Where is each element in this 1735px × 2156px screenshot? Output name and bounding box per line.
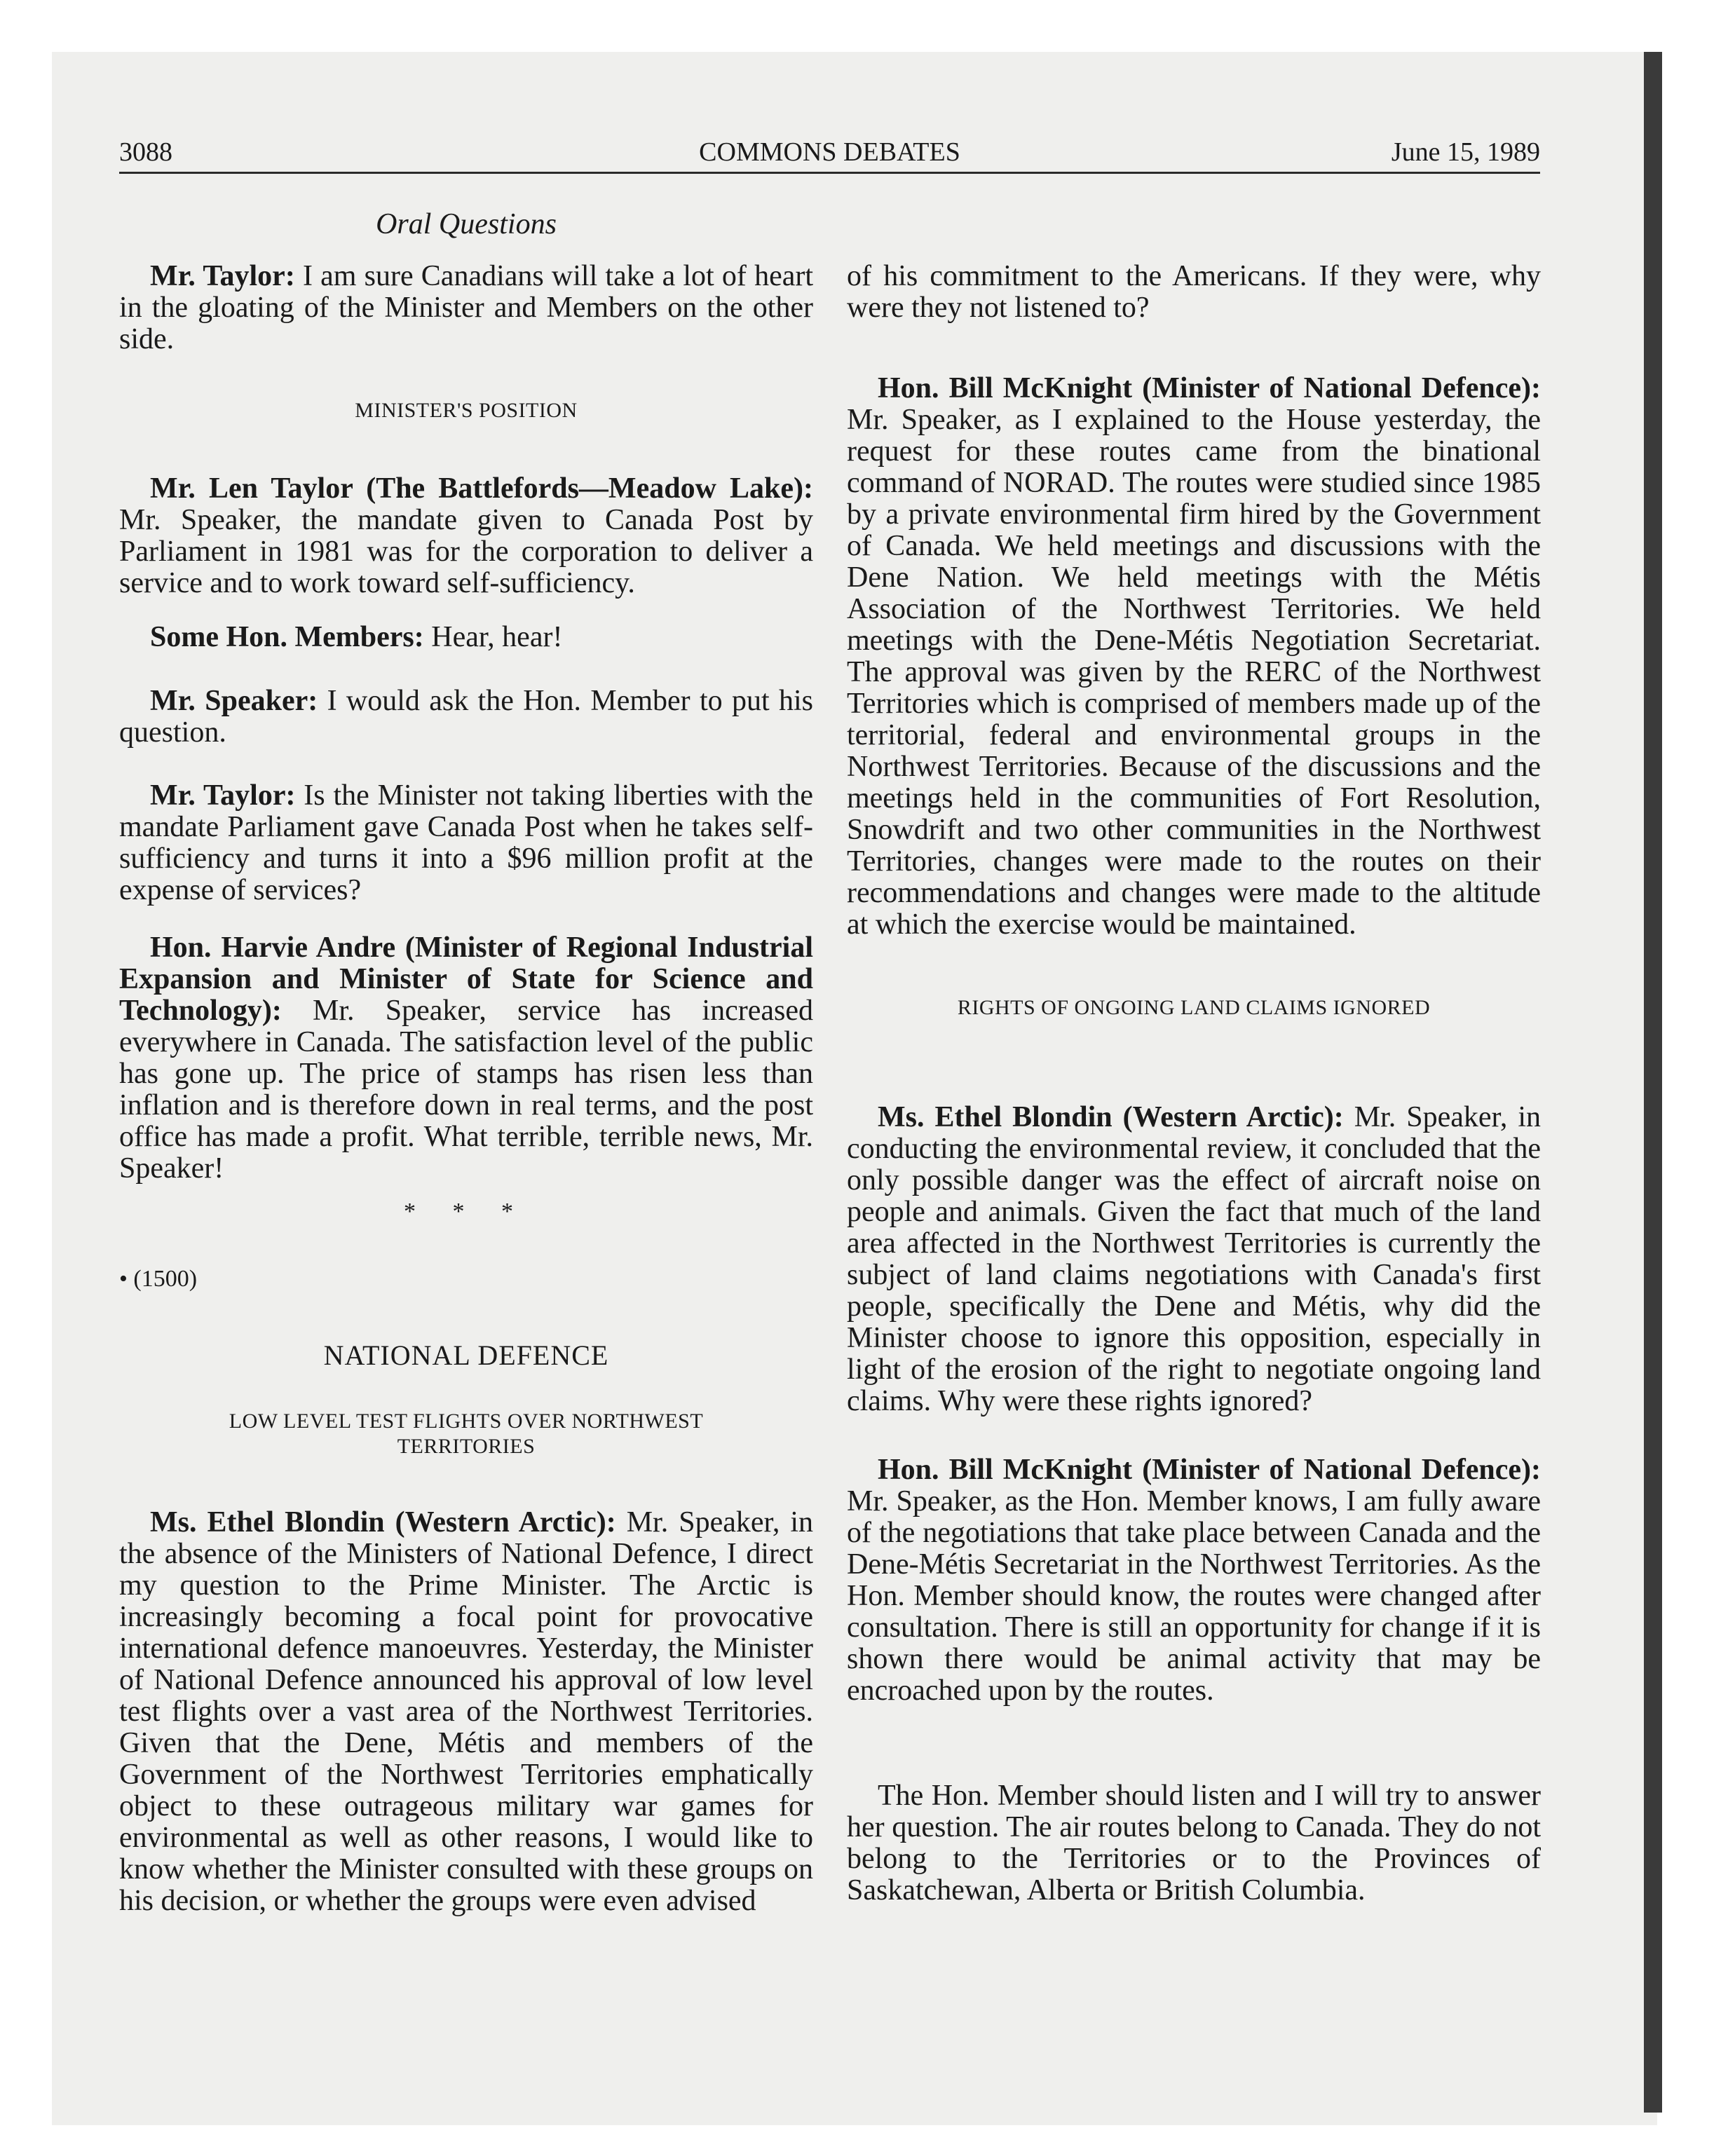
paragraph: [119, 622, 813, 653]
paragraph: [119, 261, 813, 355]
paragraph: [847, 1454, 1541, 1707]
speech-text: I am sure Canadians will take a lot of heart in the gloating of the Minister and Members on the other side.: [119, 260, 814, 355]
subheading: RIGHTS OF ONGOING LAND CLAIMS IGNORED: [957, 996, 1431, 1019]
speech-text: Hear, hear!: [423, 621, 563, 653]
paragraph: [119, 932, 813, 1185]
page-number: 3088: [119, 137, 172, 167]
section-title: NATIONAL DEFENCE: [323, 1339, 609, 1371]
speaker-name: Hon. Bill McKnight (Minister of National Defence):: [878, 372, 1541, 404]
speaker-name: Mr. Len Taylor (The Battlefords—Meadow Lake):: [150, 472, 813, 505]
speech-text: I would ask the Hon. Member to put his question.: [119, 685, 813, 749]
speech-text: Mr. Speaker, service has increased everywhere in Canada. The satisfaction level of the public has gone up. The price of stamps has risen less than inflation and is therefore down in real terms, and the post office has made a profit. What terrible, terrible news, Mr. Speaker!: [119, 995, 813, 1185]
scan-edge-bar: [1644, 52, 1662, 2113]
speaker-name: Some Hon. Members:: [150, 621, 424, 653]
paragraph: [847, 1102, 1541, 1417]
speech-text: Mr. Speaker, in the absence of the Ministers of National Defence, I direct my question to the Prime Minister. The Arctic is increasingly becoming a focal point for provocative international defence manoeuvres. Yesterday, the Minister of National Defence announced his approval of low level test flights over a vast area of the Northwest Territories. Given that the Dene, Métis and members of the Government of the Northwest Territories emphatically object to these outrageous military war games for environmental as well as other reasons, I would like to know whether the Minister consulted with these groups on his decision, or whether the groups were even advised: [119, 1506, 813, 1917]
speech-text: Mr. Speaker, in conducting the environmental review, it concluded that the only possible danger was the effect of aircraft noise on people and animals. Given the fact that much of the land area affected in the Northwest Territories is currently the subject of land claims negotiations with Canada's first people, specifically the Dene and Métis, why did the Minister choose to ignore this opposition, especially in light of the erosion of the right to negotiate ongoing land claims. Why were these rights ignored?: [847, 1101, 1541, 1417]
paragraph: [847, 373, 1541, 941]
speech-text: Mr. Speaker, as the Hon. Member knows, I am fully aware of the negotiations that take place between Canada and the Dene-Métis Secretariat in the Northwest Territories. As the Hon. Member should know, the routes were changed after consultation. There is still an opportunity for change if it is shown there would be animal activity that may be encroached upon by the routes.: [847, 1485, 1541, 1707]
subheading: MINISTER'S POSITION: [355, 399, 578, 422]
section-divider: * * *: [404, 1199, 529, 1224]
paragraph: [847, 1780, 1541, 1906]
speaker-name: Hon. Harvie Andre (Minister of Regional Industrial Expansion and Minister of State for Science and Technology):: [119, 932, 813, 1027]
paragraph: [119, 685, 813, 749]
header-rule: [119, 172, 1540, 174]
speaker-name: Mr. Speaker:: [150, 685, 318, 717]
speaker-name: Mr. Taylor:: [150, 260, 295, 292]
timestamp: • (1500): [119, 1266, 198, 1292]
section-label: Oral Questions: [376, 208, 557, 240]
speech-text: Is the Minister not taking liberties with the mandate Parliament gave Canada Post when he takes self-sufficiency and turns it into a $96 million profit at the expense of services?: [119, 779, 814, 906]
paragraph: [119, 780, 813, 906]
publication-date: June 15, 1989: [1391, 137, 1540, 167]
speech-text: Mr. Speaker, the mandate given to Canada Post by Parliament in 1981 was for the corporation to deliver a service and to work toward self-sufficiency.: [119, 504, 813, 599]
paragraph: [119, 473, 813, 599]
speaker-name: Mr. Taylor:: [150, 779, 296, 812]
speech-text: Mr. Speaker, as I explained to the House yesterday, the request for these routes came from the binational command of NORAD. The routes were studied since 1985 by a private environmental firm hired by the Government of Canada. We held meetings and discussions with the Dene Nation. We held meetings with the Métis Association of the Northwest Territories. We held meetings with the Dene-Métis Negotiation Secretariat. The approval was given by the RERC of the Northwest Territories which is comprised of members made up of the territorial, federal and environmental groups in the Northwest Territories. Because of the discussions and the meetings held in the communities of Fort Resolution, Snowdrift and two other communities in the Northwest Territories, changes were made to the routes on their recommendations and changes were made to the altitude at which the exercise would be maintained.: [847, 404, 1541, 941]
speech-text: of his commitment to the Americans. If they were, why were they not listened to?: [847, 260, 1541, 324]
speech-text: The Hon. Member should listen and I will try to answer her question. The air routes belong to Canada. They do not belong to the Territories or to the Provinces of Saskatchewan, Alberta or British Columbia.: [847, 1780, 1541, 1906]
speaker-name: Ms. Ethel Blondin (Western Arctic):: [150, 1506, 616, 1538]
publication-title: COMMONS DEBATES: [699, 137, 960, 167]
paragraph: [847, 261, 1541, 324]
subheading: LOW LEVEL TEST FLIGHTS OVER NORTHWEST TERRITORIES: [229, 1410, 704, 1458]
speaker-name: Hon. Bill McKnight (Minister of National Defence):: [878, 1454, 1541, 1486]
speaker-name: Ms. Ethel Blondin (Western Arctic):: [878, 1101, 1344, 1133]
paragraph: [119, 1507, 813, 1917]
